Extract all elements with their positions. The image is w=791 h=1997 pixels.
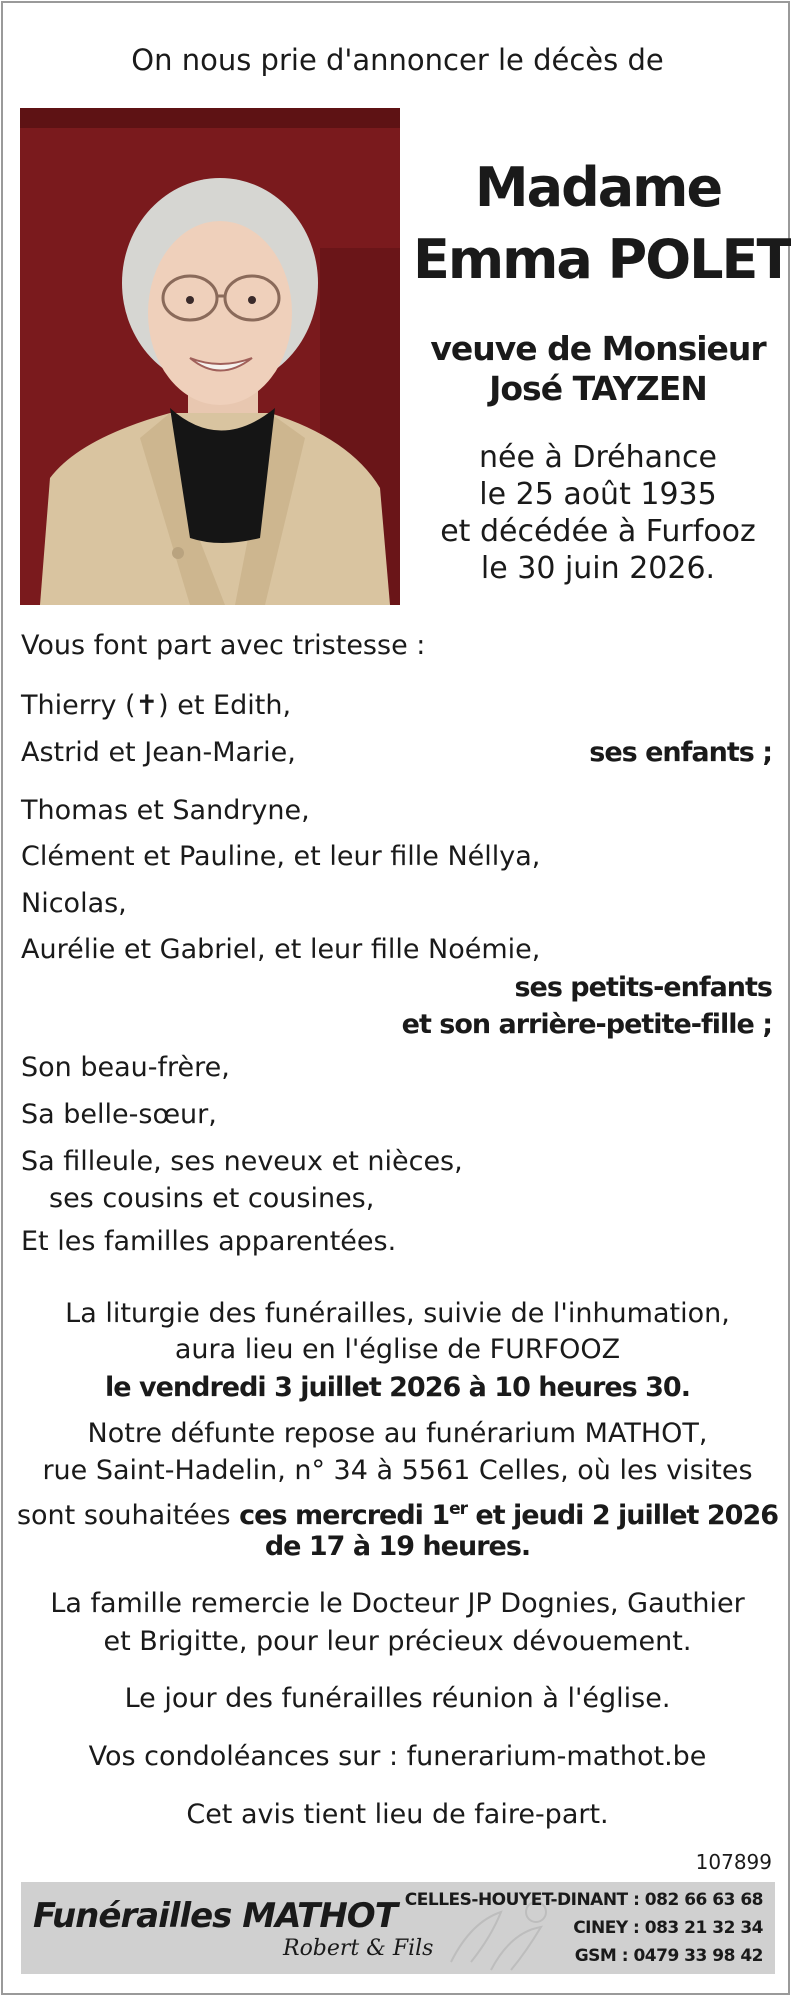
- funeral-home-footer: [21, 1882, 775, 1974]
- liturgy-datetime: le vendredi 3 juillet 2026 à 10 heures 30.: [105, 1372, 690, 1403]
- footer-brand: Funérailles MATHOT: [33, 1896, 397, 1936]
- deceased-title: Madame: [474, 156, 722, 219]
- visit-hours: de 17 à 19 heures.: [264, 1531, 531, 1562]
- rest-line-2: rue Saint-Hadelin, n° 34 à 5561 Celles, où les visites: [42, 1455, 753, 1486]
- intro-text: On nous prie d'annoncer le décès de: [131, 43, 664, 77]
- portrait-photo: [20, 108, 400, 605]
- contact-gsm: GSM : 0479 33 98 42: [574, 1946, 763, 1966]
- contact-ciney: CINEY : 083 21 32 34: [573, 1918, 763, 1938]
- faire-part-text: Cet avis tient lieu de faire-part.: [186, 1799, 609, 1830]
- widow-line-2: José TAYZEN: [489, 369, 707, 408]
- meeting-text: Le jour des funérailles réunion à l'église.: [124, 1683, 671, 1714]
- family-heading: Vous font part avec tristesse :: [21, 630, 426, 661]
- children-label: ses enfants ;: [589, 737, 772, 768]
- death-date: le 30 juin 2026.: [480, 551, 716, 586]
- obituary-notice: [1, 1, 790, 1995]
- visit-day-1: ces mercredi 1: [239, 1500, 450, 1531]
- visit-day-2: et jeudi 2 juillet 2026: [467, 1500, 779, 1531]
- birth-date: le 25 août 1935: [479, 477, 717, 512]
- condolences-text: Vos condoléances sur : funerarium-mathot.be: [88, 1741, 707, 1772]
- rest-line-3-plain: sont souhaitées: [16, 1500, 240, 1531]
- thanks-line-1: La famille remercie le Docteur JP Dognies, Gauthier: [50, 1588, 745, 1619]
- deceased-name: Emma POLET: [413, 228, 791, 291]
- reference-number: 107899: [695, 1850, 772, 1874]
- liturgy-line-2: aura lieu en l'église de FURFOOZ: [174, 1334, 621, 1365]
- rest-line-3: [3, 1492, 791, 1533]
- widow-line-1: veuve de Monsieur: [430, 329, 766, 368]
- relative-line-2: Sa belle-sœur,: [21, 1099, 217, 1130]
- relative-line-5: Et les familles apparentées.: [21, 1226, 397, 1257]
- rest-line-3-bold: [239, 1500, 778, 1531]
- grandchildren-line-4: Aurélie et Gabriel, et leur fille Noémie,: [21, 934, 541, 965]
- relative-line-3: Sa filleule, ses neveux et nièces,: [21, 1146, 463, 1177]
- liturgy-line-1: La liturgie des funérailles, suivie de l'inhumation,: [65, 1298, 730, 1329]
- relative-line-4: ses cousins et cousines,: [49, 1183, 375, 1214]
- contact-celles: CELLES-HOUYET-DINANT : 082 66 63 68: [404, 1890, 763, 1910]
- thanks-line-2: et Brigitte, pour leur précieux dévouement.: [103, 1626, 692, 1657]
- grandchildren-line-3: Nicolas,: [21, 888, 127, 919]
- rest-line-1: Notre défunte repose au funérarium MATHOT,: [87, 1418, 708, 1449]
- children-line-1: Thierry (✝) et Edith,: [21, 690, 292, 721]
- footer-subtitle: Robert & Fils: [283, 1936, 434, 1961]
- birth-place: née à Dréhance: [479, 440, 717, 475]
- great-grandchild-label: et son arrière-petite-fille ;: [401, 1009, 772, 1040]
- death-place: et décédée à Furfooz: [440, 514, 756, 549]
- grandchildren-line-1: Thomas et Sandryne,: [21, 795, 310, 826]
- grandchildren-label: ses petits-enfants: [514, 972, 772, 1003]
- grandchildren-line-2: Clément et Pauline, et leur fille Néllya,: [21, 841, 541, 872]
- children-line-2: Astrid et Jean-Marie,: [21, 737, 296, 768]
- relative-line-1: Son beau-frère,: [21, 1052, 230, 1083]
- ordinal-superscript: er: [449, 1499, 468, 1519]
